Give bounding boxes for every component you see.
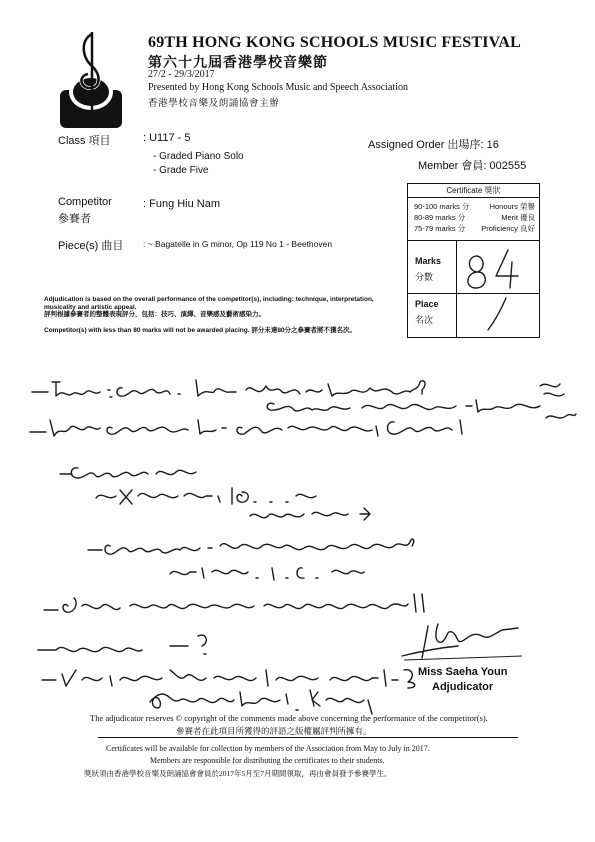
adjudicator-title: Adjudicator [432,681,494,693]
competitor-name: : Fung Hiu Nam [143,198,221,210]
competitor-label: Competitor [58,196,112,208]
festival-dates: 27/2 - 29/3/2017 [148,69,215,80]
pieces-label: Piece(s) 曲目 [58,240,124,252]
place-label: Place [415,299,439,309]
pieces-value: : ~ Bagatelle in G minor, Op 119 No 1 - Beethoven [143,239,333,249]
class-desc-1: - Graded Piano Solo [153,151,244,162]
festival-title: 69TH HONG KONG SCHOOLS MUSIC FESTIVAL [148,34,521,51]
class-value: : U117 - 5 [143,132,191,144]
footer-line-2: Members are responsible for distributing the certificates to their students. [150,756,385,765]
certificate-title: Certificate 獎狀 [408,184,539,198]
presented-by-cn: 香港學校音樂及朗誦協會主辦 [148,99,280,109]
copyright-note: The adjudicator reserves © copyright of the comments made above concerning the performance of the competitor(s). [90,713,488,723]
footer-line-3: 獎狀須由香港學校音樂及朗誦協會會員於2017年5月至7月期間領取，再由會員發予參賽學生。 [84,769,392,778]
place-label-cn: 名次 [415,315,434,325]
placing-note: Competitor(s) with less than 80 marks will not be awarded placing. 評分未達80分之參賽者將不獲名次。 [44,327,357,334]
festival-title-cn: 第六十九屆香港學校音樂節 [148,56,328,71]
competitor-label-cn: 參賽者 [58,213,91,225]
presented-by: Presented by Hong Kong Schools Music and Speech Association [148,82,408,93]
adjudication-note: Adjudication is based on the overall performance of the competitor(s), including: technique, interpretation, musicality and artistic appeal. 評判根據參賽者的整體表現評分，包括：技巧、演繹、音樂感及藝術感染力。 [44,296,374,318]
certificate-box: Certificate 獎狀 90-100 marks 分 Honours 榮譽 80-89 marks 分 Merit 優良 75-79 marks 分 Proficiency 良好 Marks 分數 Place 名次 [407,183,540,338]
handwritten-closing [140,680,380,716]
marks-label: Marks [415,256,442,266]
assigned-order: Assigned Order 出場序: 16 [368,139,499,151]
class-desc-2: - Grade Five [153,165,209,176]
adjudicator-signature [398,618,528,666]
footer-line-1: Certificates will be available for collection by members of the Association from May to July in 2017. [106,744,430,753]
adjudicator-name: Miss Saeha Youn [418,666,508,678]
marks-label-cn: 分數 [415,272,434,282]
member-number: Member 會員: 002555 [418,160,527,172]
copyright-note-cn: 參賽者在此項目所獲得的評語之版權屬評判所擁有。 [176,726,372,736]
footer-divider [98,737,518,738]
handwritten-marks [460,242,536,334]
festival-logo [58,30,124,130]
class-label: Class 項目 [58,135,111,147]
